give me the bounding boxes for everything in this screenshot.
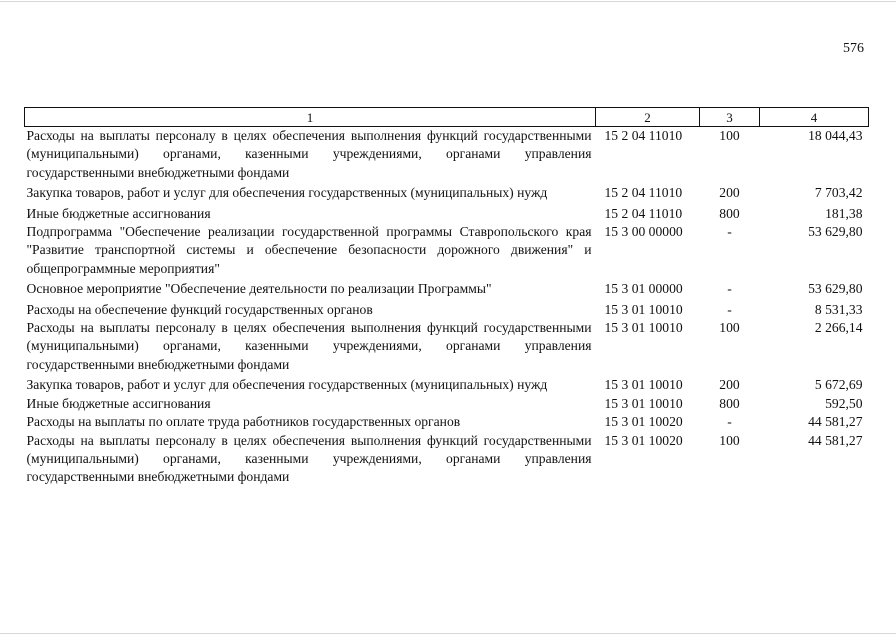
table-row bbox=[25, 203, 869, 223]
row-description: Расходы на обеспечение функций государственных органов bbox=[26, 301, 373, 317]
row-code: 15 3 01 10010 bbox=[604, 320, 683, 336]
header-col-4: 4 bbox=[760, 108, 869, 127]
row-amount: 7 703,42 bbox=[814, 185, 863, 201]
scan-bottom-edge bbox=[0, 633, 896, 634]
row-type: 100 bbox=[719, 432, 740, 448]
row-code: 15 3 01 10010 bbox=[604, 301, 683, 317]
header-col-3: 3 bbox=[700, 108, 760, 127]
row-amount: 8 531,33 bbox=[814, 301, 863, 317]
row-amount: 53 629,80 bbox=[808, 224, 863, 240]
row-code: 15 3 01 10020 bbox=[604, 414, 683, 430]
table-row bbox=[25, 413, 869, 431]
header-col-2: 2 bbox=[596, 108, 700, 127]
row-code: 15 2 04 11010 bbox=[604, 128, 683, 143]
table-body bbox=[25, 127, 869, 487]
row-type: - bbox=[727, 414, 732, 430]
table-row bbox=[25, 127, 869, 183]
row-code: 15 3 01 10010 bbox=[604, 395, 683, 411]
row-amount: 592,50 bbox=[825, 395, 863, 411]
row-description: Расходы на выплаты по оплате труда работников государственных органов bbox=[26, 414, 461, 430]
header-row bbox=[25, 108, 869, 127]
row-type: 800 bbox=[719, 395, 740, 411]
row-description: Иные бюджетные ассигнования bbox=[26, 395, 211, 411]
row-description: Закупка товаров, работ и услуг для обеспечения государственных (муниципальных) нужд bbox=[26, 185, 548, 201]
row-code: 15 3 00 00000 bbox=[604, 224, 683, 240]
table-row bbox=[25, 374, 869, 394]
row-code: 15 2 04 11010 bbox=[604, 205, 683, 221]
row-code: 15 2 04 11010 bbox=[604, 185, 683, 201]
row-code: 15 3 01 10020 bbox=[604, 432, 683, 448]
row-type: 800 bbox=[719, 205, 740, 221]
row-code: 15 3 01 10010 bbox=[604, 377, 683, 393]
row-amount: 18 044,43 bbox=[808, 128, 863, 143]
row-type: 200 bbox=[719, 377, 740, 393]
row-description: Расходы на выплаты персоналу в целях обеспечения выполнения функций государственными (муниципальными) органами, казенными учреждениями, органами управления государственными внебюджетными фондами bbox=[26, 128, 592, 180]
row-type: 200 bbox=[719, 185, 740, 201]
row-amount: 181,38 bbox=[825, 205, 863, 221]
scan-top-edge bbox=[0, 1, 896, 2]
table-row bbox=[25, 395, 869, 413]
table-row bbox=[25, 278, 869, 298]
row-type: 100 bbox=[719, 320, 740, 336]
row-amount: 2 266,14 bbox=[814, 320, 863, 336]
row-code: 15 3 01 00000 bbox=[604, 281, 683, 297]
row-type: - bbox=[727, 281, 732, 297]
table-row bbox=[25, 182, 869, 202]
row-description: Подпрограмма "Обеспечение реализации государственной программы Ставропольского края "Развитие транспортной системы и обеспечение безопасности дорожного движения" и общепрограммные мероприятия" bbox=[26, 224, 592, 276]
table-row bbox=[25, 223, 869, 278]
row-description: Расходы на выплаты персоналу в целях обеспечения выполнения функций государственными (муниципальными) органами, казенными учреждениями, органами управления государственными внебюджетными фондами bbox=[26, 432, 592, 485]
row-type: 100 bbox=[719, 128, 740, 143]
table-header bbox=[25, 108, 869, 127]
row-amount: 5 672,69 bbox=[814, 377, 863, 393]
budget-table bbox=[24, 107, 869, 487]
row-type: - bbox=[727, 301, 732, 317]
row-description: Закупка товаров, работ и услуг для обеспечения государственных (муниципальных) нужд bbox=[26, 377, 548, 393]
page-number: 576 bbox=[843, 41, 864, 56]
row-description: Основное мероприятие "Обеспечение деятельности по реализации Программы" bbox=[26, 281, 492, 297]
table-row bbox=[25, 432, 869, 487]
row-type: - bbox=[727, 224, 732, 240]
row-description: Расходы на выплаты персоналу в целях обеспечения выполнения функций государственными (муниципальными) органами, казенными учреждениями, органами управления государственными внебюджетными фондами bbox=[26, 320, 592, 372]
header-col-1: 1 bbox=[25, 108, 596, 127]
row-amount: 44 581,27 bbox=[808, 414, 863, 430]
row-description: Иные бюджетные ассигнования bbox=[26, 205, 211, 221]
row-amount: 53 629,80 bbox=[808, 281, 863, 297]
table-row bbox=[25, 319, 869, 374]
table-row bbox=[25, 299, 869, 319]
row-amount: 44 581,27 bbox=[808, 432, 863, 448]
